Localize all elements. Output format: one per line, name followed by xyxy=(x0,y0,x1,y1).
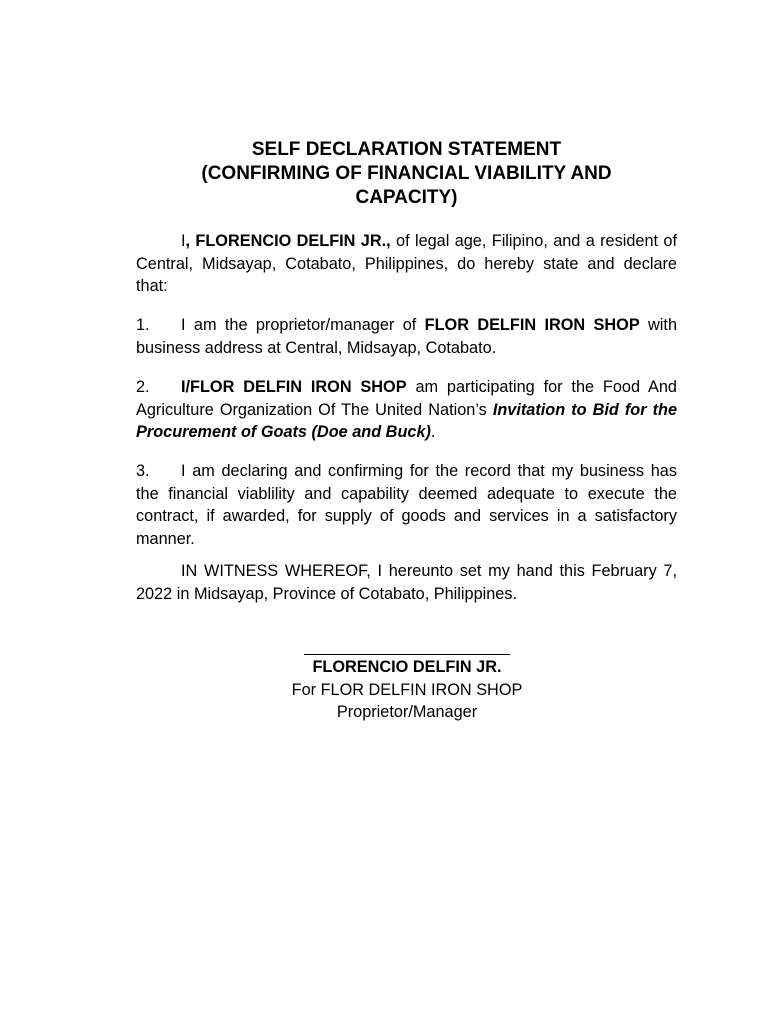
item-2-shop-name: I/FLOR DELFIN IRON SHOP xyxy=(181,378,407,396)
title-line-1: SELF DECLARATION STATEMENT xyxy=(251,139,562,160)
signature-block xyxy=(236,656,578,724)
signature-line xyxy=(304,654,510,655)
item-1-paragraph xyxy=(136,314,677,359)
item-2-paragraph xyxy=(136,376,677,444)
item-1-shop-name: FLOR DELFIN IRON SHOP xyxy=(424,316,640,334)
witness-paragraph: IN WITNESS WHEREOF, I hereunto set my hand this February 7, 2022 in Midsayap, Province of Cotabato, Philippines. xyxy=(136,562,677,603)
item-2-number: 2. xyxy=(136,378,150,396)
item-3-number: 3. xyxy=(136,462,150,480)
intro-pronoun: I xyxy=(181,232,186,250)
item-2-text: am participating for the Food And Agriculture Organization Of The United Nation’s xyxy=(136,378,677,419)
item-3-paragraph xyxy=(136,460,677,550)
signatory-name: FLORENCIO DELFIN JR. xyxy=(312,658,502,676)
item-2-invitation-title: Invitation to Bid for the Procurement of Goats (Doe and Buck) xyxy=(136,400,677,441)
title-line-3: CAPACITY) xyxy=(355,187,458,208)
item-1-text-post: with business address at Central, Midsayap, Cotabato. xyxy=(136,316,678,357)
title-line-2: (CONFIRMING OF FINANCIAL VIABILITY AND xyxy=(201,163,612,184)
declarant-name: , FLORENCIO DELFIN JR., xyxy=(185,232,391,250)
signatory-role: Proprietor/Manager xyxy=(336,703,478,721)
item-1-number: 1. xyxy=(136,316,150,334)
item-3-text: I am declaring and confirming for the record that my business has the financial viablility and capability deemed adequate to execute the contract, if awarded, for supply of goods and services in a satisfactory manner. xyxy=(136,462,677,548)
intro-text: of legal age, Filipino, and a resident of Central, Midsayap, Cotabato, Philippines, do hereby state and declare that: xyxy=(136,232,677,295)
item-1-text-pre: I am the proprietor/manager of xyxy=(181,316,425,334)
document-title xyxy=(136,138,677,210)
intro-paragraph xyxy=(136,230,677,298)
signatory-for-line: For FLOR DELFIN IRON SHOP xyxy=(291,680,523,699)
item-2-period: . xyxy=(430,423,436,441)
